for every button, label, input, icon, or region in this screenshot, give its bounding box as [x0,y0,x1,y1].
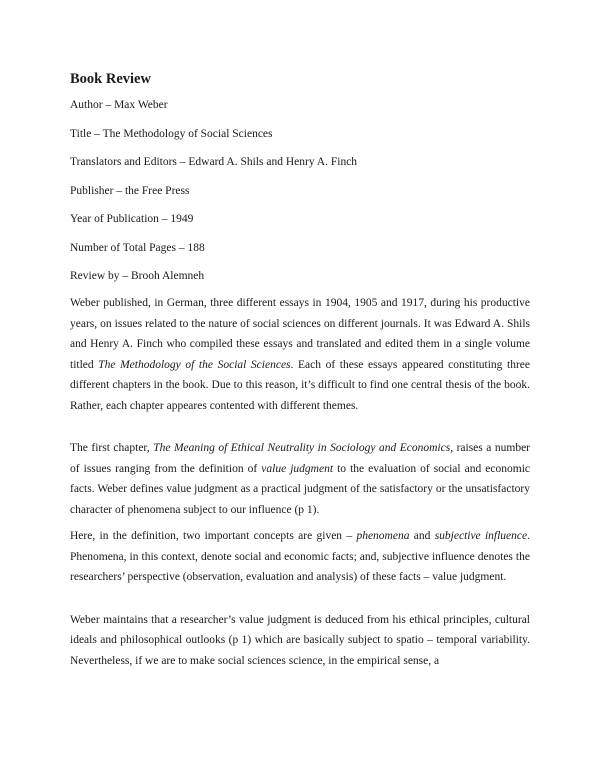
paragraph-2-italic-chapter: The Meaning of Ethical Neutrality in Sociology and Economics [153,442,451,454]
book-metadata [70,98,530,283]
paragraph-1-text-b: . Each of these essays appeared constituting three different chapters in the book. Due to this reason, it’s difficult to find one central thesis of the book. Rather, each chapter appeares contented with different themes. [70,358,530,412]
author-line: Author – Max Weber [70,99,168,111]
book-title-line: Title – The Methodology of Social Sciences [70,127,273,140]
paragraph-3-text-c: . Phenomena, in this context, denote social and economic facts; and, subjective influence denotes the researchers’ perspective (observation, evaluation and analysis) of these facts – value judgment. [70,530,530,583]
paragraph-1-italic-title: The Methodology of the Social Sciences [98,358,291,371]
paragraph-1-text-a: Weber published, in German, three different essays in 1904, 1905 and 1917, during his productive years, on issues related to the nature of social sciences on different journals. It was Edward A. Shils and Henry A. Finch who compiled these essays and translated and edited them in a single volume titled [70,297,530,371]
paragraph-1 [70,293,530,416]
translators-line: Translators and Editors – Edward A. Shils and Henry A. Finch [70,156,358,168]
reviewer-line: Review by – Brooh Alemneh [70,270,205,282]
paragraph-2-text-c: to the evaluation of social and economic facts. Weber defines value judgment as a practical judgment of the satisfactory or the unsatisfactory character of phenomena subject to our influence (p 1). [70,462,531,516]
paragraph-4-text-a: Weber maintains that a researcher’s value judgment is deduced from his ethical principles, cultural ideals and philosophical outlooks (p 1) which are basically subject to spatio – temporal variability. Nevertheless, if we are to make social sciences science, in the empirical sense, a [70,613,530,667]
paragraph-2-text-a: The first chapter, [70,442,154,454]
paragraph-2 [70,438,530,520]
publisher-line: Publisher – the Free Press [70,184,190,197]
paragraph-4 [70,610,530,672]
paragraph-2-text-b: , raises a number of issues ranging from the definition of [70,442,531,475]
paragraph-3-text-b: and [409,530,435,542]
page-title: Book Review [70,71,151,87]
paragraph-3-italic-phenomena: phenomena [356,530,410,542]
paragraph-3 [70,526,530,588]
paragraph-3-text-a: Here, in the definition, two important concepts are given – [70,530,357,542]
pages-line: Number of Total Pages – 188 [70,241,205,254]
paragraph-2-italic-term: value judgment [261,462,334,475]
paragraph-3-italic-influence: subjective influence [434,530,528,542]
year-line: Year of Publication – 1949 [70,213,194,225]
